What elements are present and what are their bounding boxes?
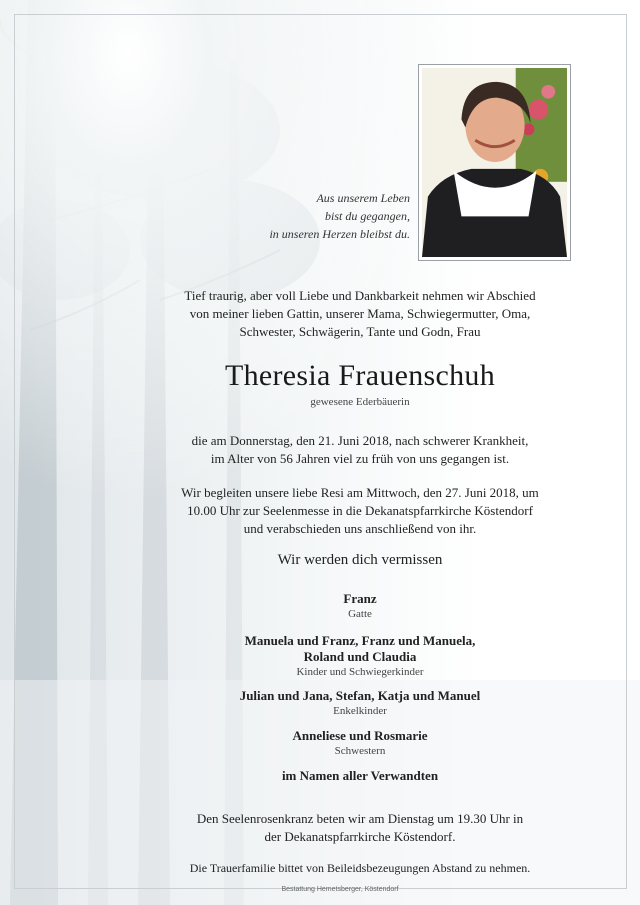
intro-text xyxy=(120,287,600,341)
mourner-group xyxy=(120,728,600,758)
mourner-relation: Schwestern xyxy=(334,745,386,757)
mourner-relation: Enkelkinder xyxy=(333,705,387,717)
mourner-group xyxy=(120,688,600,718)
death-line: die am Donnerstag, den 21. Juni 2018, nach schwerer Krankheit, xyxy=(191,433,529,448)
poem-line: bist du gegangen, xyxy=(325,209,410,223)
mourner-names: Franz xyxy=(343,591,377,606)
death-notice xyxy=(120,432,600,468)
deceased-name: Theresia Frauenschuh xyxy=(224,359,496,392)
intro-line: Tief traurig, aber voll Liebe und Dankbarkeit nehmen wir Abschied xyxy=(184,288,536,303)
intro-line: von meiner lieben Gattin, unserer Mama, Schwiegermutter, Oma, xyxy=(189,306,531,321)
rosary-line: der Dekanatspfarrkirche Köstendorf. xyxy=(264,829,456,844)
condolence-request: Die Trauerfamilie bittet von Beileidsbezeugungen Abstand zu nehmen. xyxy=(189,861,531,875)
rosary-line: Den Seelenrosenkranz beten wir am Dienstag um 19.30 Uhr in xyxy=(196,811,524,826)
rosary-notice xyxy=(120,810,600,846)
mourner-relation: Gatte xyxy=(348,608,372,620)
mourner-relation: Kinder und Schwiegerkinder xyxy=(296,666,424,678)
mourner-names: Manuela und Franz, Franz und Manuela, xyxy=(244,633,476,648)
poem xyxy=(235,189,410,243)
portrait-photo xyxy=(418,64,571,261)
mourner-names: Anneliese und Rosmarie xyxy=(292,728,428,743)
miss-you-line: Wir werden dich vermissen xyxy=(277,552,443,568)
portrait-image xyxy=(422,68,567,257)
funeral-line: und verabschieden uns anschließend von ihr. xyxy=(243,521,477,536)
mourner-names: Roland und Claudia xyxy=(303,649,417,664)
all-relatives: im Namen aller Verwandten xyxy=(281,768,439,783)
mourner-group xyxy=(120,633,600,679)
funeral-line: 10.00 Uhr zur Seelenmesse in die Dekanatspfarrkirche Köstendorf xyxy=(187,503,533,518)
funeral-notice xyxy=(120,484,600,538)
intro-line: Schwester, Schwägerin, Tante und Godn, Frau xyxy=(239,324,481,339)
funeral-home-imprint: Bestattung Hemetsberger, Köstendorf xyxy=(281,886,399,893)
funeral-line: Wir begleiten unsere liebe Resi am Mittwoch, den 27. Juni 2018, um xyxy=(181,485,539,500)
poem-line: in unseren Herzen bleibst du. xyxy=(269,227,410,241)
mourner-names: Julian und Jana, Stefan, Katja und Manuel xyxy=(239,688,481,703)
mourner-group xyxy=(120,591,600,621)
death-line: im Alter von 56 Jahren viel zu früh von uns gegangen ist. xyxy=(210,451,510,466)
deceased-title: gewesene Ederbäuerin xyxy=(310,396,410,408)
poem-line: Aus unserem Leben xyxy=(316,191,410,205)
